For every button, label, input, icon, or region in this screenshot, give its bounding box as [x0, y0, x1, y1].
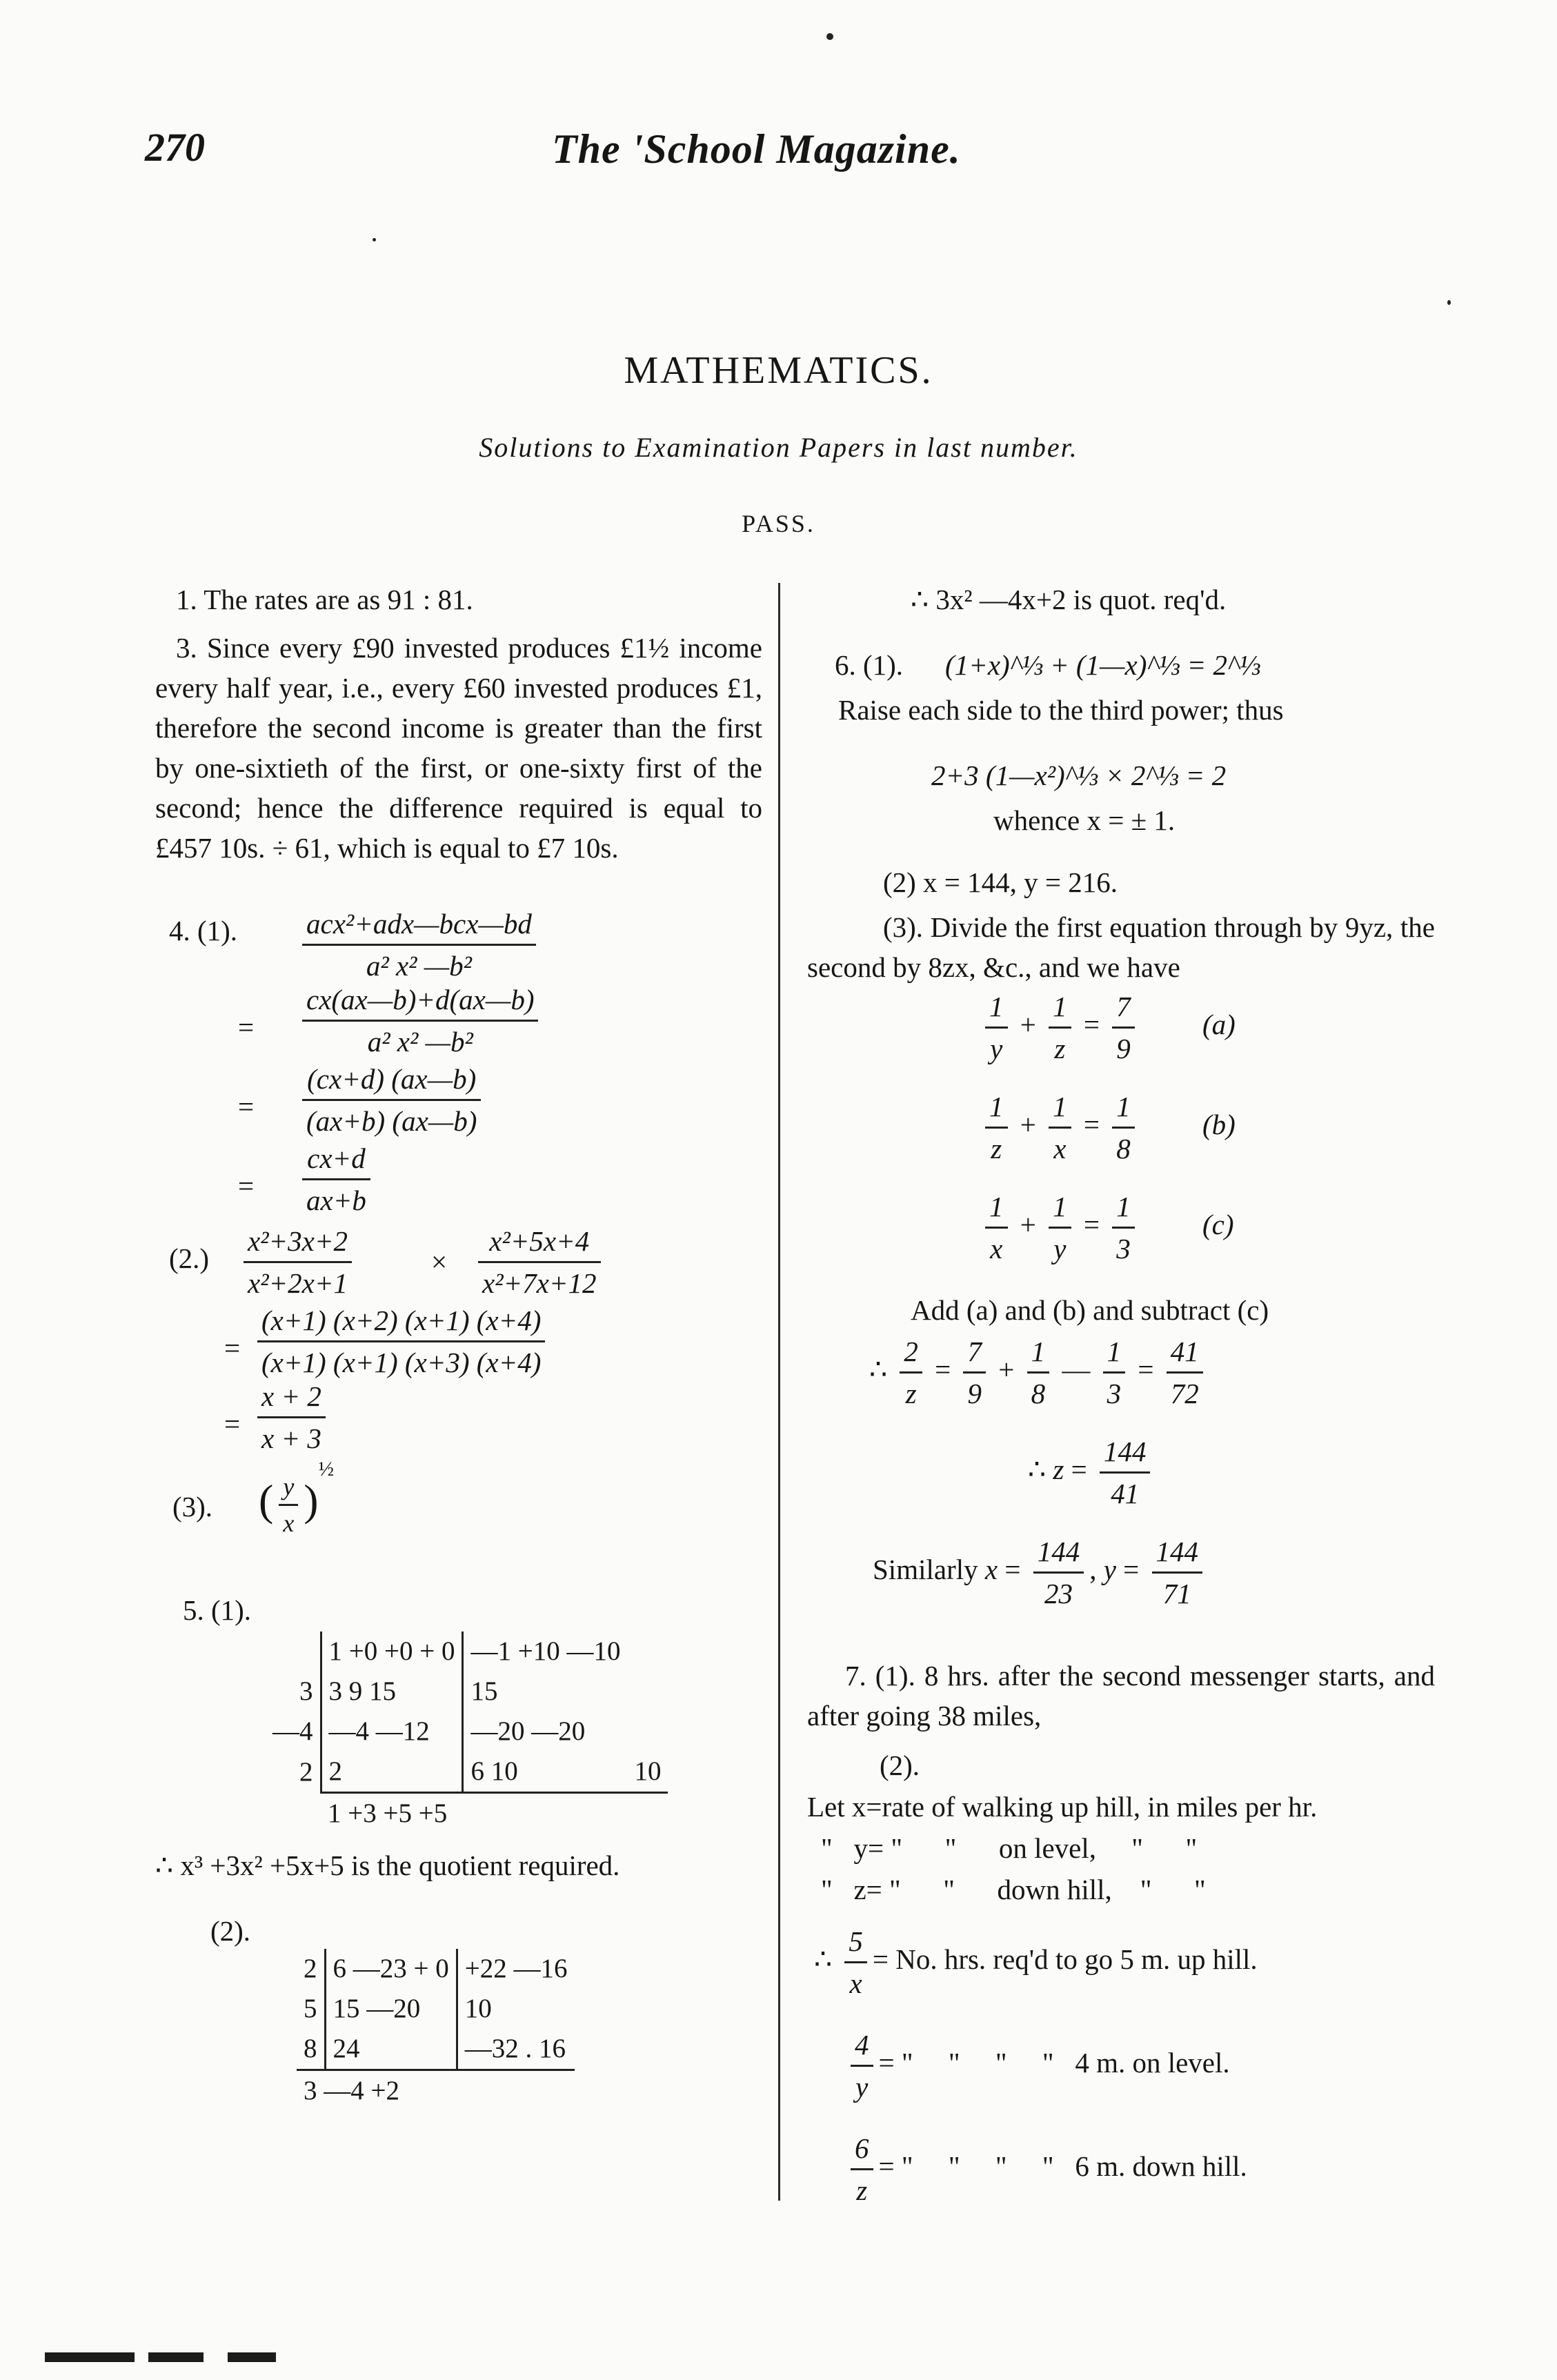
numerator: 7 [967, 1336, 982, 1367]
denominator: x²+7x+12 [478, 1261, 601, 1303]
part-3-label: (3). [172, 1491, 213, 1523]
answer-6-2: (2) x = 144, y = 216. [883, 866, 1118, 898]
z-solution: ∴ z = $\frac{144}{41}$ [1028, 1431, 1156, 1514]
let-x: Let x=rate of walking up hill, in miles per hr. [807, 1791, 1318, 1823]
numerator: 144 [1156, 1536, 1199, 1567]
coefficient-cell: 10 [457, 1989, 574, 2029]
denominator: 8 [1112, 1127, 1135, 1169]
equation-6-1: (1+x)^⅓ + (1—x)^⅓ = 2^⅓ [945, 649, 1261, 681]
scan-edge [148, 2352, 204, 2362]
multiplier-cell [266, 1632, 321, 1672]
fraction [238, 1221, 357, 1303]
numerator: 1 [1053, 1191, 1067, 1222]
answer-7-1: 7. (1). 8 hrs. after the second messenger starts, and after going 38 miles, [807, 1660, 1435, 1732]
equals-sign: = [224, 1332, 241, 1364]
denominator: z [900, 1371, 922, 1414]
exponent: ½ [318, 1458, 335, 1480]
numerator: 2 [904, 1336, 918, 1367]
answer-6-label: 6. (1). [835, 649, 904, 681]
answer-6-whence: whence x = ± 1. [993, 804, 1176, 836]
numerator: cx(ax—b)+d(ax—b) [306, 984, 535, 1015]
ratio-uphill: ∴ $\frac{5}{x}$ = No. hrs. req'd to go 5 m. up hill. [814, 1921, 1258, 2003]
let-z: " z= " " down hill, " " [821, 1874, 1206, 1905]
let-y: " y= " " on level, " " [821, 1832, 1198, 1864]
denominator: 41 [1100, 1471, 1151, 1514]
equation-b: $\frac{1}{z}$ + $\frac{1}{x}$ = $\frac{1}{8}$ (b) [980, 1087, 1236, 1169]
equation-tag: (c) [1202, 1208, 1234, 1240]
answer-6-text: Raise each side to the third power; thus [838, 694, 1284, 726]
equation-tag: (a) [1202, 1008, 1236, 1040]
coefficient-cell: 3 9 15 [321, 1672, 463, 1712]
ratio-level [845, 2025, 1230, 2107]
scan-speck [1447, 300, 1451, 305]
numerator: 1 [989, 1191, 1004, 1222]
denominator: a² x² —b² [302, 1020, 538, 1062]
section-title: MATHEMATICS. [624, 349, 933, 392]
left-paren: ( [259, 1476, 274, 1525]
coefficient-cell: —1 +10 —10 [463, 1632, 628, 1672]
denominator: x²+2x+1 [244, 1261, 352, 1303]
numerator: 1 [989, 1091, 1004, 1122]
coefficient-cell: 6 —23 + 0 [325, 1949, 457, 1989]
answer-3: 3. Since every £90 invested produces £1½ income every half year, i.e., every £60 invested produces £1, therefore the second income is greater than the first by one-sixtieth of the first, or one-sixty first of the second; hence the difference required is equal to £457 10s. ÷ 61, which is equal to £7 10s. [155, 632, 762, 864]
coefficient-cell [627, 1672, 668, 1712]
denominator: x [1049, 1127, 1071, 1169]
denominator: z [1049, 1027, 1071, 1069]
fraction [297, 1059, 486, 1141]
times-sign: × [431, 1246, 448, 1278]
numerator: acx²+adx—bcx—bd [306, 908, 532, 940]
denominator: 9 [1112, 1027, 1135, 1069]
numerator: x²+5x+4 [489, 1225, 590, 1257]
numerator: 1 [1116, 1191, 1131, 1222]
numerator: cx+d [307, 1142, 366, 1174]
multiplier-cell: —4 [272, 1716, 313, 1746]
sum-equation: ∴ $\frac{2}{z}$ = $\frac{7}{9}$ + $\frac{1}{8}$ — $\frac{1}{3}$ = $\frac{41}{72}$ [869, 1331, 1209, 1414]
quotient-row: 1 +3 +5 +5 [321, 1793, 668, 1834]
coefficient-cell: +22 —16 [457, 1949, 574, 1989]
add-instruction: Add (a) and (b) and subtract (c) [911, 1294, 1269, 1326]
coefficient-cell: 10 [634, 1756, 662, 1786]
part-2-label: (2.) [169, 1242, 210, 1274]
subtitle: Solutions to Examination Papers in last number. [479, 432, 1078, 463]
coefficient-cell: —20 —20 [463, 1712, 628, 1752]
division-row [297, 1949, 575, 1989]
ratio-downhill [845, 2128, 1247, 2210]
numerator: 1 [989, 991, 1004, 1022]
scan-edge [228, 2352, 276, 2362]
coefficient-cell [627, 1632, 668, 1672]
numerator: 5 [849, 1925, 863, 1957]
coefficient-cell: —4 —12 [321, 1712, 463, 1752]
ratio-text: = " " " " 6 m. down hill. [878, 2150, 1247, 2182]
scan-edge [45, 2352, 135, 2362]
equation-6-2: 2+3 (1—x²)^⅓ × 2^⅓ = 2 [931, 760, 1227, 791]
denominator: 9 [963, 1371, 986, 1414]
division-row [297, 2029, 575, 2070]
scan-speck [826, 33, 833, 40]
equals-sign: = [238, 1091, 255, 1122]
answer-6-3-text: (3). Divide the first equation through by 9yz, the second by 8zx, &c., and we have [807, 911, 1435, 983]
denominator: 8 [1027, 1371, 1050, 1414]
numerator: x²+3x+2 [248, 1225, 348, 1257]
numerator: 1 [1053, 1091, 1067, 1122]
fraction [252, 1376, 331, 1458]
denominator: 3 [1103, 1371, 1126, 1414]
denominator: x + 3 [257, 1416, 326, 1458]
denominator: x [985, 1227, 1008, 1269]
equals-sign: = [224, 1408, 241, 1440]
synthetic-division-2 [297, 1949, 575, 2111]
denominator: z [851, 2168, 873, 2210]
denominator: ax+b [302, 1178, 370, 1220]
equation-tag: (b) [1202, 1108, 1236, 1140]
answer-5-conclusion: ∴ 3x² —4x+2 is quot. req'd. [911, 584, 1227, 615]
column-rule [778, 583, 780, 2201]
fraction [297, 980, 544, 1062]
coefficient-cell: 24 [325, 2029, 457, 2070]
ratio-text: = " " " " 4 m. on level. [878, 2046, 1230, 2079]
denominator: y [985, 1027, 1008, 1069]
numerator: 6 [855, 2132, 869, 2164]
page-number: 270 [145, 125, 205, 170]
similarly-label: Similarly [873, 1553, 978, 1585]
equation-a: $\frac{1}{y}$ + $\frac{1}{z}$ = $\frac{7}{9}$ (a) [980, 986, 1236, 1069]
numerator: x + 2 [261, 1380, 321, 1412]
denominator: 72 [1167, 1371, 1203, 1414]
denominator: 3 [1112, 1227, 1135, 1269]
coefficient-cell [627, 1712, 668, 1752]
denominator: (x+1) (x+1) (x+3) (x+4) [257, 1340, 545, 1382]
coefficient-cell: 6 10 [463, 1752, 628, 1793]
answer-4-label: 4. (1). [169, 915, 238, 946]
multiplier-cell: 2 [299, 1756, 313, 1787]
denominator: 23 [1033, 1571, 1084, 1614]
answer-5-label: 5. (1). [183, 1594, 252, 1626]
numerator: (cx+d) (ax—b) [307, 1063, 477, 1095]
multiplier-cell: 3 [299, 1676, 313, 1706]
coefficient-cell: 2 [321, 1752, 463, 1793]
numerator: y [283, 1472, 295, 1500]
denominator: x [844, 1961, 867, 2003]
answer-5-2-label: (2). [210, 1915, 251, 1947]
division-row [266, 1752, 668, 1793]
pass-heading: PASS. [742, 510, 815, 537]
denominator: (ax+b) (ax—b) [302, 1099, 481, 1141]
synthetic-division-1 [266, 1632, 668, 1834]
numerator: 1 [1107, 1336, 1122, 1367]
coefficient-cell: —32 . 16 [457, 2029, 574, 2070]
xy-solution: Similarly x = $\frac{144}{23}$ , y = $\frac{144}{71}$ [873, 1531, 1208, 1614]
denominator: a² x² —b² [302, 944, 536, 986]
answer-5-1-conclusion: ∴ x³ +3x² +5x+5 is the quotient required. [155, 1850, 620, 1881]
denominator: 71 [1152, 1571, 1203, 1614]
answer-7-2-label: (2). [880, 1749, 920, 1781]
numerator: 7 [1116, 991, 1131, 1022]
fraction [473, 1221, 606, 1303]
running-title: The 'School Magazine. [552, 126, 961, 172]
numerator: 41 [1170, 1336, 1199, 1367]
quotient-row: 3 —4 +2 [297, 2070, 575, 2112]
division-row [266, 1672, 668, 1712]
coefficient-cell: 15 [463, 1672, 628, 1712]
numerator: (x+1) (x+2) (x+1) (x+4) [261, 1305, 542, 1336]
fraction [252, 1300, 551, 1382]
coefficient-cell: 15 —20 [325, 1989, 457, 2029]
multiplier-cell: 8 [304, 2034, 317, 2063]
fraction [297, 1138, 376, 1220]
division-row [297, 1989, 575, 2029]
numerator: 144 [1103, 1436, 1147, 1467]
division-row [266, 1712, 668, 1752]
denominator: y [851, 2065, 873, 2107]
numerator: 1 [1116, 1091, 1131, 1122]
denominator: z [985, 1127, 1008, 1169]
numerator: 1 [1031, 1336, 1046, 1367]
answer-1: 1. The rates are as 91 : 81. [176, 584, 473, 615]
numerator: 4 [855, 2029, 869, 2061]
fraction [297, 904, 542, 986]
division-row [266, 1632, 668, 1672]
numerator: 1 [1053, 991, 1067, 1022]
paren-expression [259, 1456, 334, 1545]
equals-sign: = [238, 1011, 255, 1043]
right-paren: ) [304, 1476, 319, 1525]
scan-speck [373, 238, 376, 241]
multiplier-cell: 2 [304, 1954, 317, 1983]
denominator: y [1049, 1227, 1071, 1269]
equation-c: $\frac{1}{x}$ + $\frac{1}{y}$ = $\frac{1}{3}$ (c) [980, 1187, 1234, 1269]
coefficient-cell: 1 +0 +0 + 0 [321, 1632, 463, 1672]
ratio-text: = No. hrs. req'd to go 5 m. up hill. [872, 1943, 1258, 1975]
multiplier-cell: 5 [304, 1994, 317, 2023]
equals-sign: = [238, 1170, 255, 1202]
numerator: 144 [1037, 1536, 1080, 1567]
denominator: x [279, 1504, 298, 1540]
